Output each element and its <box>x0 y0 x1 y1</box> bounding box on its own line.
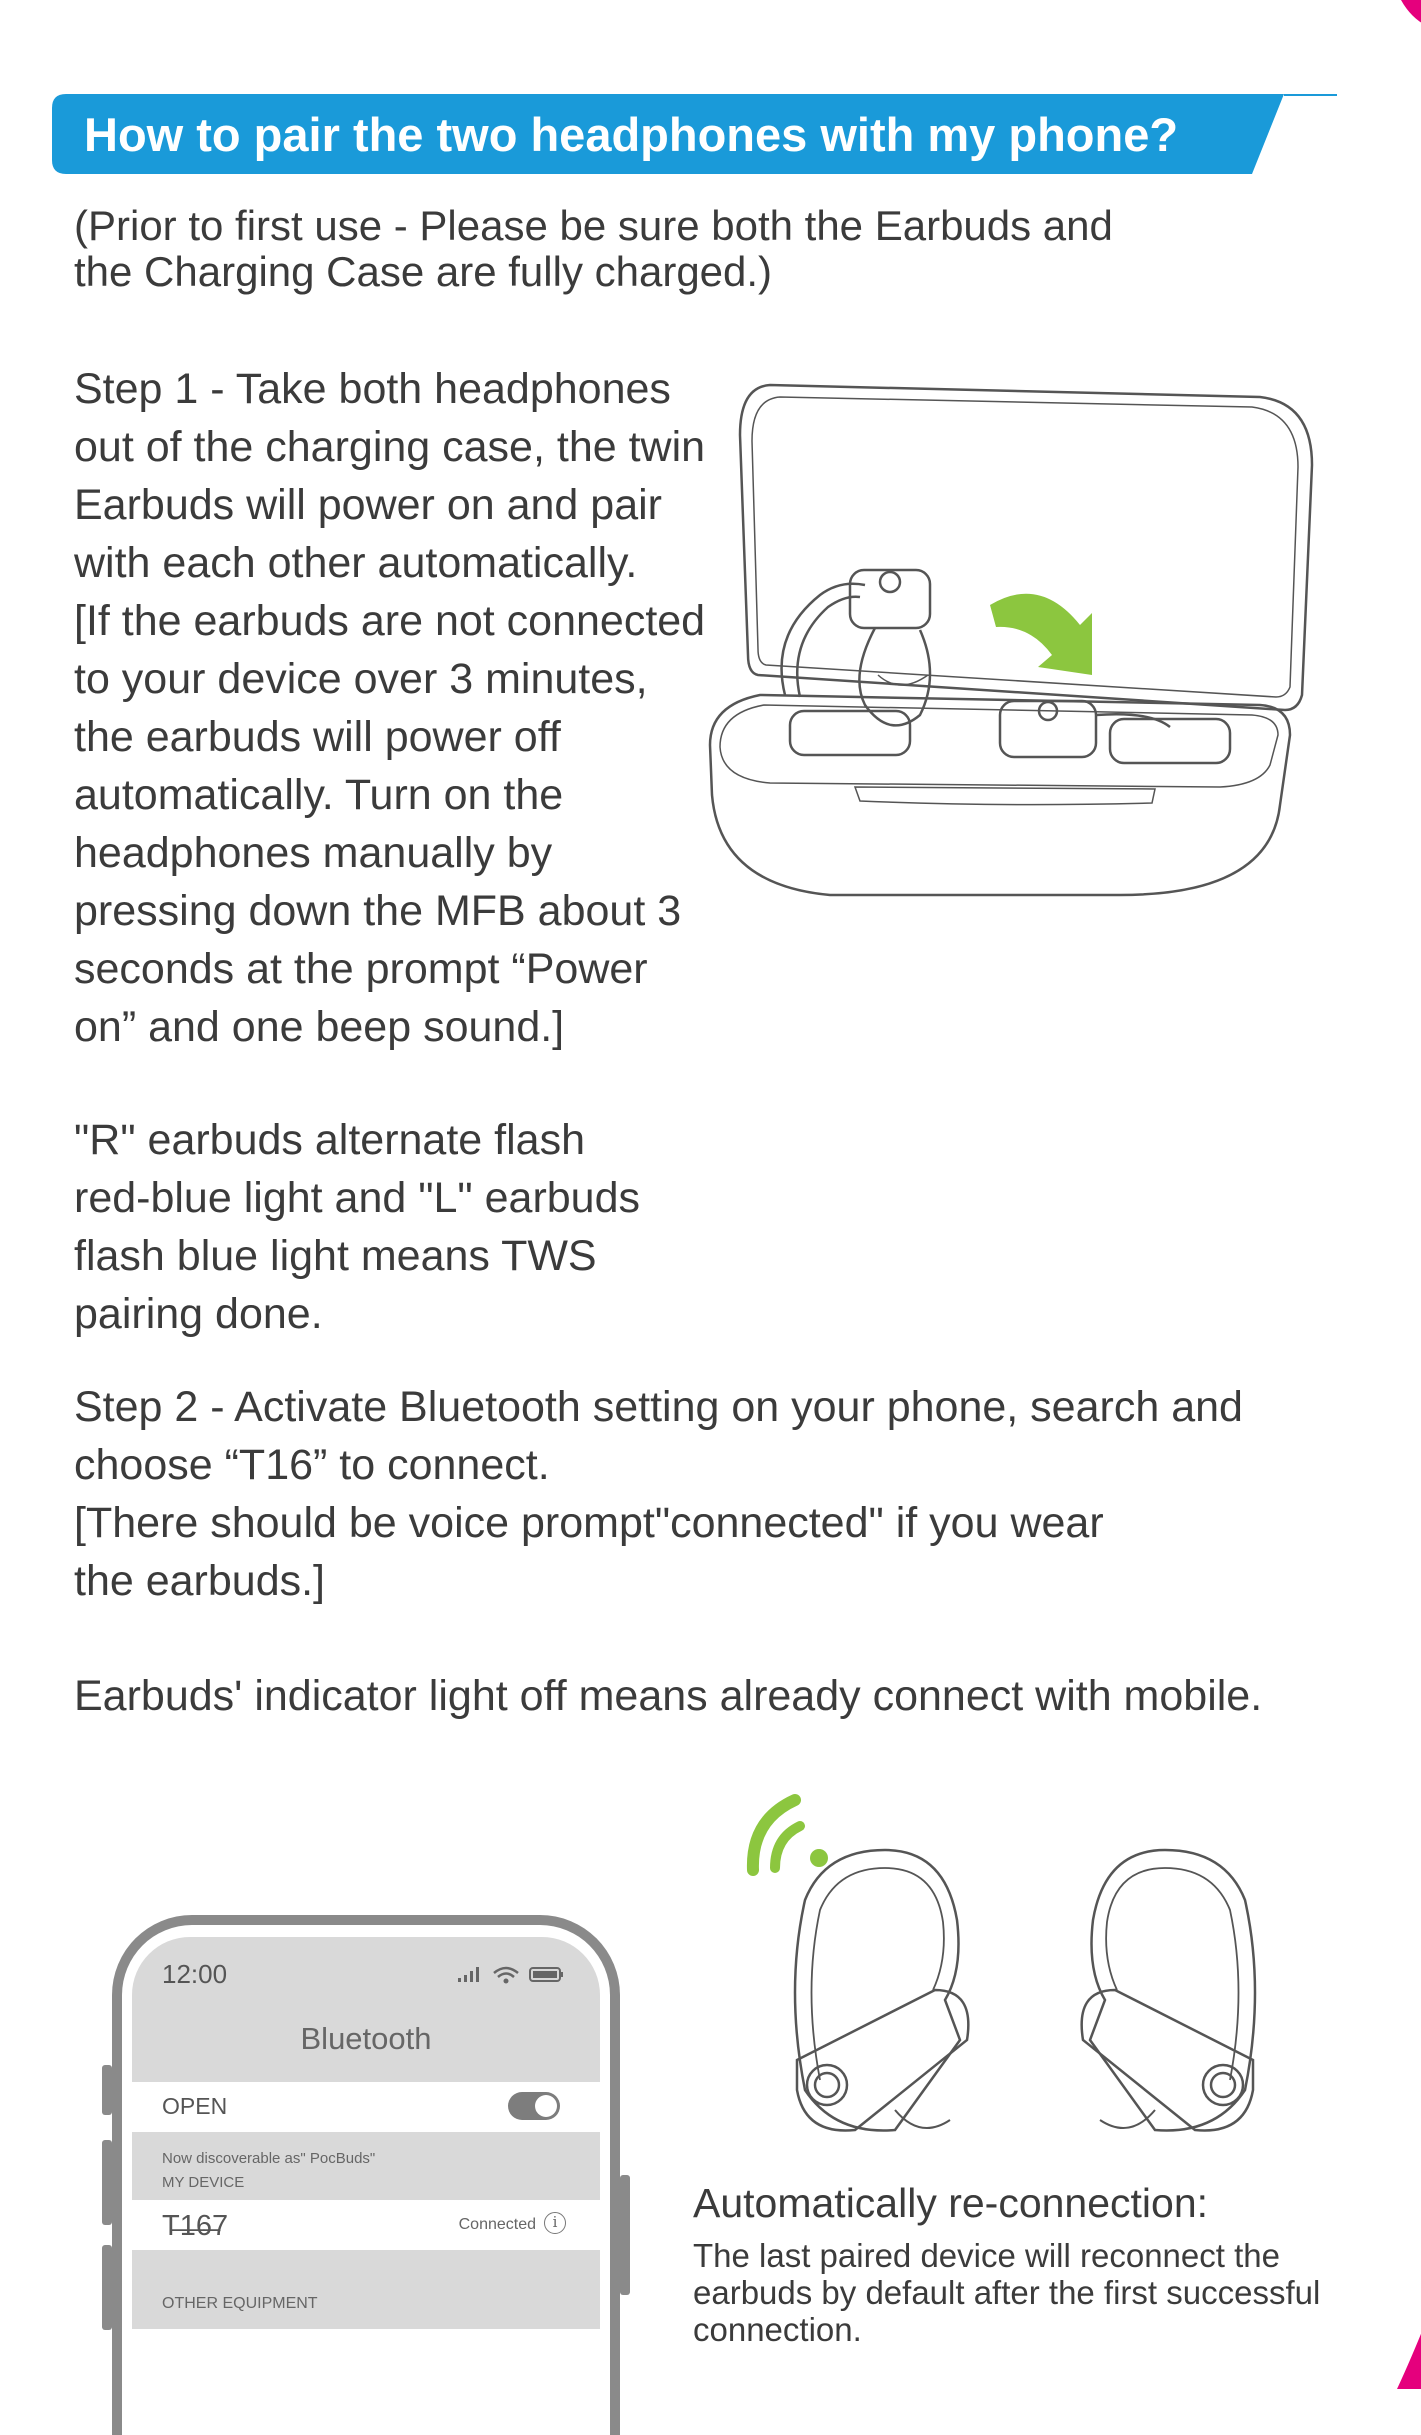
signal-icon <box>753 1800 828 1870</box>
prior-note-line: the Charging Case are fully charged.) <box>74 248 773 295</box>
step1-line: [If the earbuds are not connected <box>74 597 706 645</box>
reconnect-body: The last paired device will reconnect the earbuds by default after the first successful connection. <box>693 2237 1321 2348</box>
tws-line: red-blue light and "L" earbuds <box>74 1174 641 1222</box>
info-icon[interactable]: i <box>544 2212 566 2234</box>
status-time: 12:00 <box>162 1959 228 1989</box>
status-icons <box>456 1963 566 1991</box>
my-device-label: MY DEVICE <box>162 2174 245 2191</box>
step1-line: automatically. Turn on the <box>74 771 564 819</box>
bluetooth-open-row <box>132 2082 600 2132</box>
indicator-note: Earbuds' indicator light off means already connect with mobile. <box>74 1672 1263 1720</box>
open-label: OPEN <box>162 2093 228 2119</box>
charging-case-illustration <box>700 375 1320 915</box>
prior-note-line: (Prior to first use - Please be sure both the Earbuds and <box>74 202 1113 249</box>
phone-side-button <box>102 2245 112 2330</box>
signal-wifi-battery-icon <box>456 1963 566 1985</box>
step1-line: seconds at the prompt “Power <box>74 945 648 993</box>
phone-illustration <box>102 1915 632 2395</box>
step1-line: the earbuds will power off <box>74 713 561 761</box>
prior-note <box>74 203 1274 295</box>
reconnect-title: Automatically re-connection: <box>693 2180 1209 2226</box>
phone-side-button <box>620 2175 630 2295</box>
step2-line: Step 2 - Activate Bluetooth setting on your phone, search and <box>74 1383 1243 1431</box>
tws-line: pairing done. <box>74 1290 323 1338</box>
phone-side-button <box>102 2065 112 2115</box>
tws-pairing-text <box>74 1111 724 1343</box>
corner-decoration-top <box>1397 0 1421 30</box>
discoverable-note: Now discoverable as" PocBuds" <box>162 2150 376 2167</box>
page-title: How to pair the two headphones with my phone? <box>84 108 1179 161</box>
step1-line: with each other automatically. <box>74 539 638 587</box>
other-equipment-label: OTHER EQUIPMENT <box>162 2295 318 2312</box>
step1-line: to your device over 3 minutes, <box>74 655 648 703</box>
bluetooth-title: Bluetooth <box>300 2021 432 2056</box>
tws-line: "R" earbuds alternate flash <box>74 1116 585 1164</box>
step2-line: the earbuds.] <box>74 1557 326 1605</box>
phone-screen <box>132 1937 600 2417</box>
step2-line: [There should be voice prompt"connected" if you wear <box>74 1499 1104 1547</box>
device-name: T̶1̶6̶7 <box>162 2210 229 2242</box>
corner-decoration-bottom <box>1397 2319 1421 2389</box>
step1-line: out of the charging case, the twin <box>74 423 706 471</box>
toggle-knob <box>535 2095 557 2117</box>
step2-text <box>74 1378 1334 1610</box>
step1-line: pressing down the MFB about 3 <box>74 887 682 935</box>
step1-line: headphones manually by <box>74 829 553 877</box>
tws-line: flash blue light means TWS <box>74 1232 597 1280</box>
earbuds-pair-illustration <box>745 1790 1305 2170</box>
device-status: Connected <box>458 2216 536 2233</box>
device-row[interactable] <box>132 2200 600 2250</box>
bluetooth-toggle[interactable] <box>508 2092 560 2120</box>
step1-line: on” and one beep sound.] <box>74 1003 565 1051</box>
step1-text <box>74 360 754 1056</box>
step2-line: choose “T16” to connect. <box>74 1441 550 1489</box>
phone-side-button <box>102 2140 112 2225</box>
device-list-empty <box>132 2329 600 2417</box>
step1-line: Step 1 - Take both headphones <box>74 365 671 413</box>
step1-line: Earbuds will power on and pair <box>74 481 662 529</box>
title-banner <box>52 94 1337 174</box>
